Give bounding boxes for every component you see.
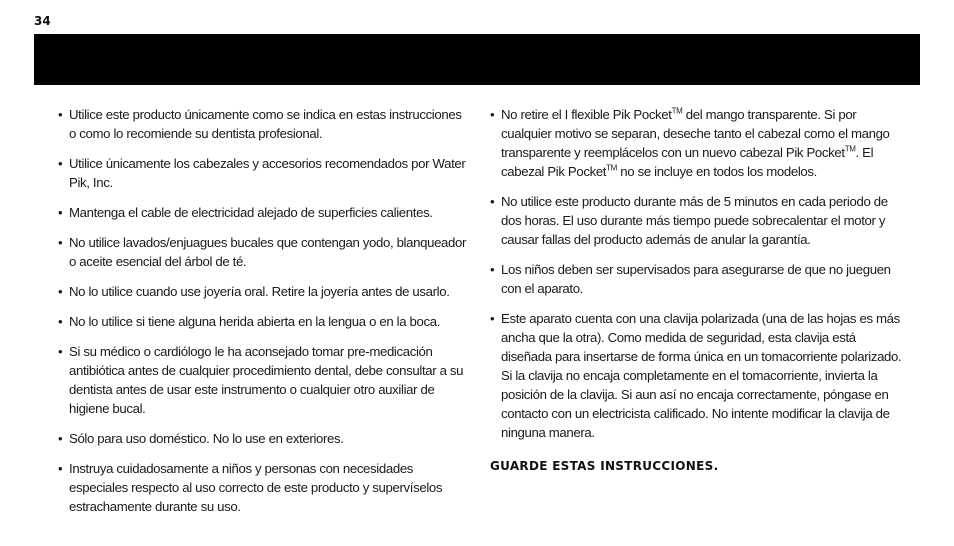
list-item [58,342,468,418]
list-item [490,309,902,442]
list-item [490,192,902,249]
list-item-text [501,105,902,181]
closing-heading: GUARDE ESTAS INSTRUCCIONES. [490,459,719,473]
bullet-icon: • [58,344,63,359]
bullet-icon: • [58,107,63,122]
bullet-icon: • [490,311,495,326]
list-item [58,459,468,516]
trademark-mark: TM [844,144,856,154]
list-item-text: No lo utilice si tiene alguna herida abierta en la lengua o en la boca. [69,314,441,329]
trademark-mark: TM [606,163,617,173]
list-item [58,429,468,448]
text-segment: no se incluye en todos los modelos. [616,164,817,179]
list-item-text: Este aparato cuenta con una clavija polarizada (una de las hojas es más ancha que la otra). Como medida de seguridad, esta clavija está diseñada para insertarse de forma única en un tomacorriente polarizado. Si la clavija no encaja completamente en el tomacorriente, invierta la posición de la clavija. Si aun así no encaja correctamente, póngase en contacto con un electricista calificado. No intente modificar la clavija de ninguna manera. [501,311,902,440]
list-item-text: Si su médico o cardiólogo le ha aconsejado tomar pre-medicación antibiótica antes de cualquier procedimiento dental, debe consultar a su dentista antes de usar este instrumento o cualquier otro auxiliar de higiene bucal. [69,344,464,416]
list-item [490,260,902,298]
text-segment: del mango transparente. Si por cualquier motivo se separan, deseche tanto el cabezal como el mango transparente y reemplácelos con un nuevo cabezal Pik Pocket [501,107,890,160]
bullet-icon: • [58,461,63,476]
list-item-text: Utilice este producto únicamente como se indica en estas instrucciones o como lo recomiende su dentista profesional. [69,107,462,141]
right-column [490,105,902,476]
bullet-icon: • [58,284,63,299]
list-item-text: Mantenga el cable de electricidad alejado de superficies calientes. [69,205,433,220]
list-item [58,154,468,192]
bullet-icon: • [490,262,495,277]
bullet-icon: • [58,156,63,171]
bullet-icon: • [58,431,63,446]
list-item-text: Sólo para uso doméstico. No lo use en exteriores. [69,431,344,446]
list-item-text: No lo utilice cuando use joyería oral. Retire la joyería antes de usarlo. [69,284,450,299]
bullet-icon: • [490,107,495,122]
text-segment: No retire el I flexible Pik Pocket [501,107,672,122]
list-item [490,105,902,181]
list-item [58,105,468,143]
list-item-text: Instruya cuidadosamente a niños y personas con necesidades especiales respecto al uso correcto de este producto y supervíselos estrachamente durante su uso. [69,461,443,514]
left-column [58,105,468,527]
list-item-text: No utilice este producto durante más de 5 minutos en cada periodo de dos horas. El uso durante más tiempo puede sobrecalentar el motor y causar fallas del producto además de anular la garantía. [501,194,888,247]
bullet-icon: • [58,314,63,329]
list-item-text: Utilice únicamente los cabezales y accesorios recomendados por Water Pik, Inc. [69,156,466,190]
text-segment: . El cabezal Pik Pocket [501,145,874,179]
list-item [58,312,468,331]
bullet-icon: • [58,205,63,220]
list-item-text: Los niños deben ser supervisados para asegurarse de que no jueguen con el aparato. [501,262,891,296]
bullet-icon: • [490,194,495,209]
header-bar [34,34,920,85]
list-item [58,282,468,301]
list-item-text: No utilice lavados/enjuagues bucales que contengan yodo, blanqueador o aceite esencial del árbol de té. [69,235,467,269]
trademark-mark: TM [671,106,683,116]
list-item [58,233,468,271]
page-number: 34 [34,14,51,28]
list-item [58,203,468,222]
bullet-icon: • [58,235,63,250]
